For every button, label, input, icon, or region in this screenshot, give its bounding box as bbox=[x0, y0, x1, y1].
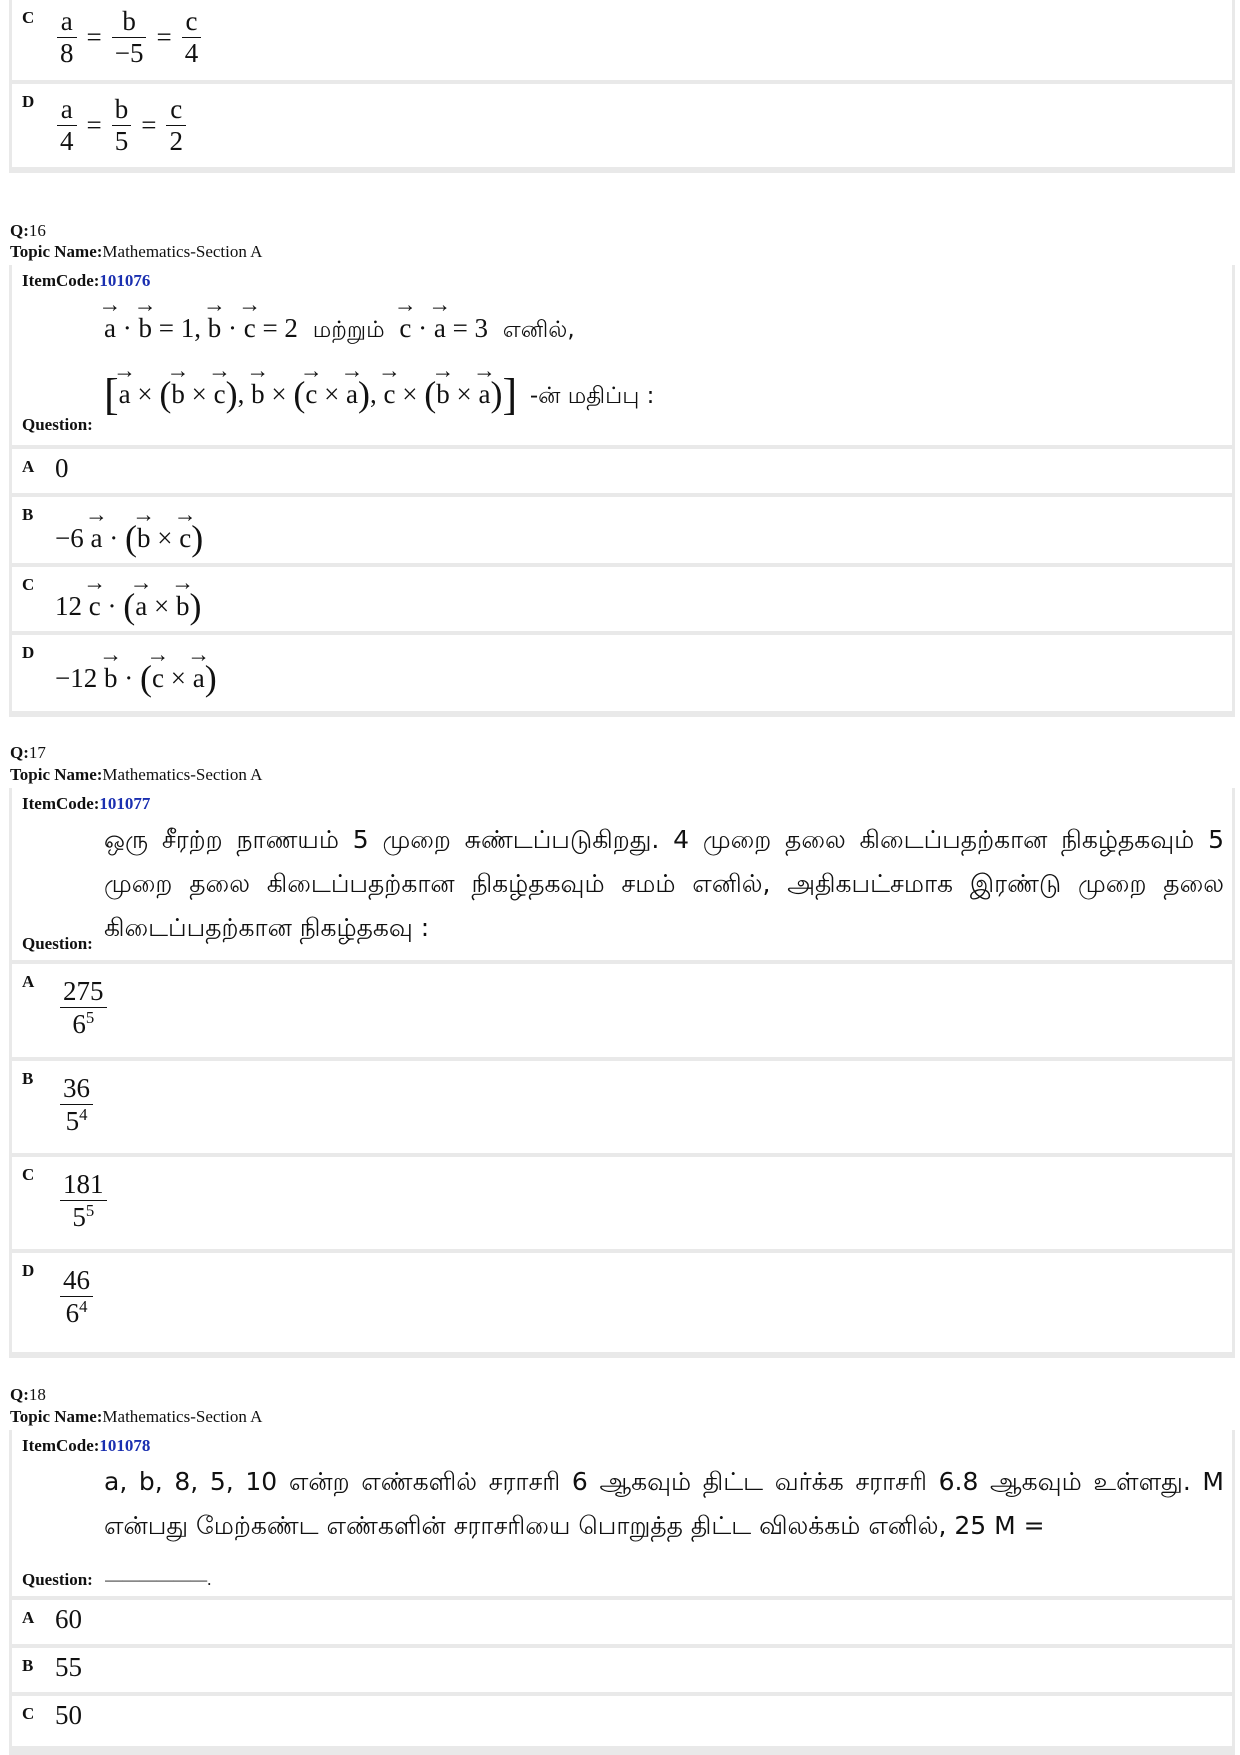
option-value: 0 bbox=[55, 453, 69, 483]
question-card-17 bbox=[9, 788, 1235, 1358]
option-letter: A bbox=[22, 1608, 35, 1627]
option-value: −12 → b · (→ c × → a) bbox=[55, 657, 217, 699]
topic-name: Topic Name:Mathematics-Section A bbox=[10, 765, 263, 784]
question-text: a, b, 8, 5, 10 என்ற எண்களில் சராசரி 6 ஆகவும் திட்ட வர்க்க சராசரி 6.8 ஆகவும் உள்ளது. M என்பது மேற்கண்ட எண்களின் சராசரியை பொறுத்த திட்ட விலக்கம் எனில், 25 M = bbox=[104, 1467, 1224, 1540]
option-value: 55 bbox=[55, 1652, 82, 1682]
option-letter: B bbox=[22, 505, 34, 524]
option-letter: D bbox=[22, 1261, 35, 1280]
option-letter: C bbox=[22, 1165, 35, 1184]
option-letter: B bbox=[22, 1069, 34, 1088]
option-value: 50 bbox=[55, 1700, 82, 1730]
option-row-b[interactable] bbox=[12, 1648, 1232, 1692]
question-number: Q:17 bbox=[10, 743, 46, 762]
question-label: Question: bbox=[22, 934, 93, 953]
option-letter: C bbox=[22, 575, 35, 594]
option-row-d[interactable] bbox=[12, 1253, 1232, 1352]
question-number: Q:18 bbox=[10, 1385, 46, 1404]
option-letter: B bbox=[22, 1656, 34, 1675]
question-number: Q:16 bbox=[10, 221, 46, 240]
item-code: ItemCode:101076 bbox=[22, 271, 151, 290]
item-code: ItemCode:101077 bbox=[22, 794, 151, 813]
option-row-d[interactable] bbox=[12, 84, 1232, 167]
question-body bbox=[12, 1430, 1232, 1596]
option-row-d[interactable] bbox=[12, 635, 1232, 711]
question-body bbox=[12, 788, 1232, 960]
answer-blank: ——————. bbox=[105, 1570, 212, 1589]
option-letter: A bbox=[22, 972, 35, 991]
question-line-2: [→ a × (→ b × → c), → b × (→ c × → a), → c × (→ b × → a)] -ன் மதிப்பு : bbox=[104, 369, 654, 420]
option-value: $\frac{a}{4}$ = $\frac{b}{5}$ = $\frac{c}{2}$ bbox=[57, 94, 186, 157]
question-line-1: → a · → b = 1, → b · → c = 2 மற்றும் → c · → a = 3 எனில், bbox=[104, 313, 575, 346]
option-row-a[interactable] bbox=[12, 449, 1232, 493]
question-card-18 bbox=[9, 1430, 1235, 1755]
option-letter: D bbox=[22, 643, 35, 662]
option-row-c[interactable] bbox=[12, 0, 1232, 80]
prev-question-options bbox=[9, 0, 1235, 173]
question-card-16 bbox=[9, 265, 1235, 717]
question-text: ஒரு சீரற்ற நாணயம் 5 முறை சுண்டப்படுகிறது. 4 முறை தலை கிடைப்பதற்கான நிகழ்தகவும் 5 முறை தலை கிடைப்பதற்கான நிகழ்தகவும் சமம் எனில், அதிகபட்சமாக இரண்டு முறை தலை கிடைப்பதற்கான நிகழ்தகவு : bbox=[104, 825, 1224, 942]
option-letter: C bbox=[22, 8, 35, 27]
option-value: 12 → c · (→ a × → b) bbox=[55, 585, 201, 627]
option-value: $\frac{275}{6^5}$ bbox=[60, 976, 107, 1040]
question-label: Question: bbox=[22, 415, 93, 434]
option-value: $\frac{a}{8}$ = $\frac{b}{-5}$ = $\frac{c}{4}$ bbox=[57, 6, 201, 69]
option-letter: C bbox=[22, 1704, 35, 1723]
option-row-b[interactable] bbox=[12, 497, 1232, 563]
option-value: 60 bbox=[55, 1604, 82, 1634]
topic-name: Topic Name:Mathematics-Section A bbox=[10, 1407, 263, 1426]
option-row-b[interactable] bbox=[12, 1061, 1232, 1153]
option-letter: A bbox=[22, 457, 35, 476]
question-label: Question: ——————. bbox=[22, 1570, 212, 1589]
option-row-c[interactable] bbox=[12, 567, 1232, 631]
item-code: ItemCode:101078 bbox=[22, 1436, 151, 1455]
option-row-a[interactable] bbox=[12, 964, 1232, 1057]
option-letter: D bbox=[22, 92, 35, 111]
option-row-c[interactable] bbox=[12, 1696, 1232, 1746]
question-body bbox=[12, 265, 1232, 445]
option-value: $\frac{181}{5^5}$ bbox=[60, 1169, 107, 1233]
option-value: −6 → a · (→ b × → c) bbox=[55, 517, 203, 559]
topic-name: Topic Name:Mathematics-Section A bbox=[10, 242, 263, 261]
option-row-a[interactable] bbox=[12, 1600, 1232, 1644]
option-value: $\frac{36}{5^4}$ bbox=[60, 1073, 93, 1137]
option-value: $\frac{46}{6^4}$ bbox=[60, 1265, 93, 1329]
option-row-c[interactable] bbox=[12, 1157, 1232, 1249]
